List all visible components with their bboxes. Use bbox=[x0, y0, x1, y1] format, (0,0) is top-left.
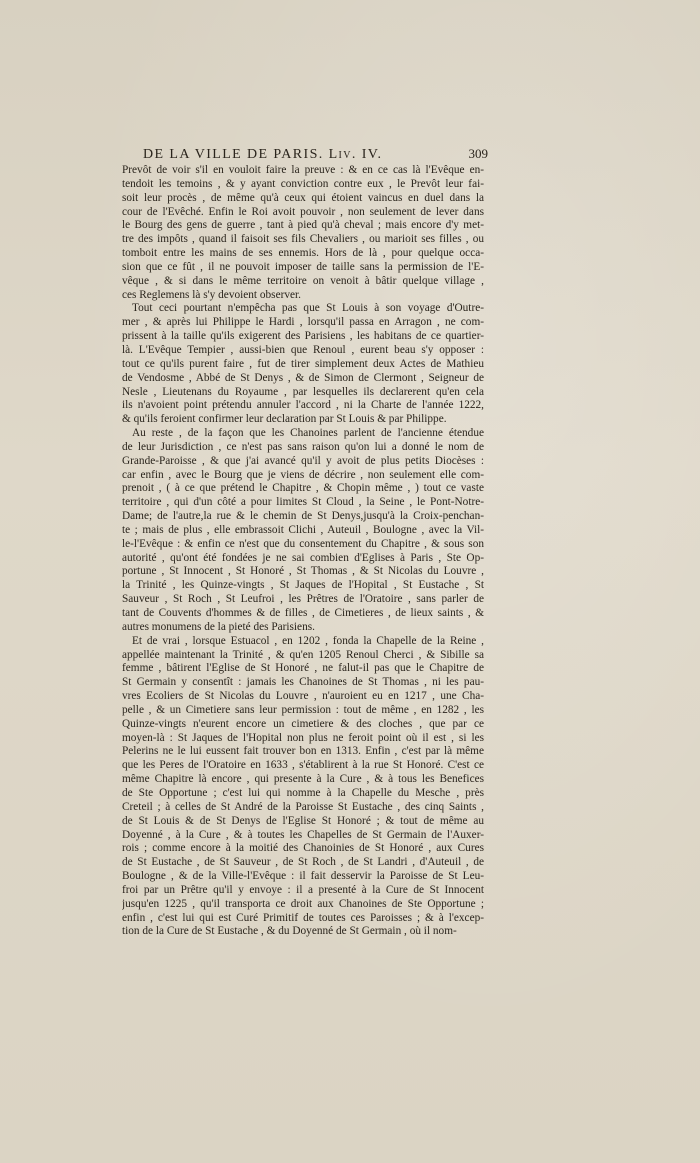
text-line: froi par un Prêtre qu'il y envoye : il a presenté à la Cure de St Innocent bbox=[122, 883, 484, 896]
text-line: & qu'ils feroient confirmer leur declaration par St Louis & par Philippe. bbox=[122, 413, 447, 426]
paragraph bbox=[122, 427, 484, 635]
text-line: mer , & après lui Philippe le Hardi , lorsqu'il passa en Arragon , ne com- bbox=[122, 316, 484, 329]
text-line: la Trinité , les Quinze-vingts , St Jaques de l'Hopital , St Eustache , St bbox=[122, 579, 484, 592]
text-line: Et de vrai , lorsque Estuacol , en 1202 , fonda la Chapelle de la Reine , bbox=[132, 634, 484, 647]
paragraph bbox=[122, 164, 484, 302]
text-line: tant de Couvents d'hommes & de filles , de Cimetieres , de lieux saints , & bbox=[122, 607, 484, 619]
text-line: Doyenné , à la Cure , & à toutes les Chapelles de St Germain de l'Auxer- bbox=[122, 828, 484, 841]
text-line: pelle , & un Cimetiere sans leur permission : tout de même , en 1282 , les bbox=[122, 703, 484, 716]
text-line: car enfin , avec le Bourg que je viens de décrire , non seulement elle com- bbox=[122, 468, 484, 481]
text-line: de leur Jurisdiction , ce n'est pas sans raison qu'on lui a donné le nom de bbox=[122, 440, 484, 453]
text-line: prenoit , ( à ce que prétend le Chapitre , & Chopin même , ) tout ce vaste bbox=[122, 482, 484, 495]
text-line: moyen-là : St Jaques de l'Hopital non plus ne feroit point où il est , si les bbox=[122, 731, 484, 744]
text-line: vêque , & si dans le même territoire on venoit à bâtir quelque village , bbox=[122, 274, 484, 287]
text-line: te ; mais de plus , elle embrassoit Clichi , Auteuil , Boulogne , avec la Vil- bbox=[122, 523, 484, 536]
text-line: femme , bâtirent l'Eglise de St Honoré , ne falut-il pas que le Chapitre de bbox=[122, 662, 484, 675]
text-line: Tout ceci pourtant n'empêcha pas que St Louis à son voyage d'Outre- bbox=[132, 302, 484, 315]
text-line: appellée maintenant la Trinité , & qu'en 1205 Renoul Cherci , & Sibille sa bbox=[122, 648, 484, 661]
text-line: prissent à la taille qu'ils exigerent des Parisiens , les habitans de ce quartier- bbox=[122, 330, 484, 343]
text-line: autres monumens de la pieté des Parisiens. bbox=[122, 620, 315, 633]
text-line: autorité , qu'ont été fondées je ne sai combien d'Eglises à Paris , Ste Op- bbox=[122, 551, 484, 564]
text-line: enfin , c'est lui qui est Curé Primitif de toutes ces Paroisses ; & à l'excep- bbox=[122, 911, 484, 924]
text-line: de St Louis & de St Denys de l'Eglise St Honoré ; & tout de même au bbox=[122, 814, 484, 827]
text-line: de St Eustache , de St Sauveur , de St Roch , de St Landri , d'Auteuil , de bbox=[122, 856, 484, 869]
text-line: Nesle , Lieutenans du Royaume , par lesquelles ils declarerent qu'en cela bbox=[122, 385, 484, 398]
text-line: ces Reglemens là s'y devoient observer. bbox=[122, 288, 301, 301]
page-number: 309 bbox=[468, 146, 488, 161]
text-line: Quinze-vingts n'eurent encore un cimetiere & des cloches , que par ce bbox=[122, 717, 484, 730]
text-line: le Bourg des gens de guerre , tant à pied qu'à cheval ; mais encore d'y met- bbox=[122, 219, 484, 232]
page-header bbox=[143, 146, 488, 166]
paragraph bbox=[122, 302, 484, 427]
paragraph bbox=[122, 635, 484, 940]
text-line: tout ce qu'ils purent faire , fut de tirer simplement deux Actes de Mathieu bbox=[122, 357, 484, 370]
text-line: territoire , qui d'un côté a pour limites St Cloud , la Seine , le Pont-Notre- bbox=[122, 496, 484, 509]
body-text bbox=[122, 164, 484, 939]
text-line: de Ste Opportune ; c'est lui qui nomme à la Chapelle du Mesche , près bbox=[122, 786, 484, 799]
text-line: Sauveur , St Roch , St Leufroi , les Prêtres de l'Oratoire , sans parler de bbox=[122, 593, 484, 606]
text-line: ils n'avoient point prétendu annuler l'accord , ni la Charte de l'année 1222, bbox=[122, 399, 484, 412]
text-line: soit leur procès , de même qu'à ceux qui étoient vaincus en duel dans la bbox=[122, 191, 484, 204]
text-line: tendoit les temoins , & y ayant conviction contre eux , le Prevôt leur fai- bbox=[122, 177, 484, 190]
text-line: St Germain y consentît : jamais les Chanoines de St Thomas , ni les pau- bbox=[122, 676, 484, 689]
text-line: là. L'Evêque Tempier , aussi-bien que Renoul , eurent beau s'y opposer : bbox=[122, 343, 484, 356]
text-line: même Chapitre là encore , qui presente à la Cure , & à tous les Benefices bbox=[122, 773, 484, 786]
text-line: que les Peres de l'Oratoire en 1633 , s'établirent à la rue St Honoré. C'est ce bbox=[122, 759, 484, 772]
text-line: Grande-Paroisse , & que j'ai avancé qu'il y avoit de plus petits Diocèses : bbox=[122, 454, 484, 467]
text-line: portune , St Innocent , St Honoré , St Thomas , & St Nicolas du Louvre , bbox=[122, 565, 484, 578]
running-title: DE LA VILLE DE PARIS. Liv. IV. bbox=[143, 147, 383, 162]
text-line: sion que ce fût , il ne pouvoit imposer de taille sans la permission de l'E- bbox=[122, 260, 484, 273]
text-line: de Vendosme , Abbé de St Denys , & de Simon de Clermont , Seigneur de bbox=[122, 371, 484, 384]
text-line: Boulogne , & de la Ville-l'Evêque : il fait desservir la Paroisse de St Leu- bbox=[122, 870, 484, 883]
text-line: Prevôt de voir s'il en vouloit faire la preuve : & en ce cas là l'Evêque en- bbox=[122, 164, 484, 176]
text-line: tomboit entre les mains de ses ennemis. Hors de là , pour quelque occa- bbox=[122, 247, 484, 260]
text-line: rois ; comme encore à la moitié des Chanoinies de St Honoré , aux Cures bbox=[122, 842, 484, 855]
text-line: cour de l'Evêché. Enfin le Roi avoit pouvoir , non seulement de lever dans bbox=[122, 205, 484, 218]
text-line: tre des impôts , quand il faisoit ses fils Chevaliers , ou marioit ses filles , ou bbox=[122, 233, 484, 246]
text-line: Dame; de l'autre,la rue & le chemin de St Denys,jusqu'à la Croix-penchan- bbox=[122, 510, 484, 523]
text-line: Creteil ; à celles de St André de la Paroisse St Eustache , des cinq Saints , bbox=[122, 800, 484, 813]
text-line: vres Ecoliers de St Nicolas du Louvre , n'auroient eu en 1217 , une Cha- bbox=[122, 690, 484, 703]
text-line: Pelerins ne le lui eussent fait trouver bon en 1313. Enfin , c'est par là même bbox=[122, 745, 484, 758]
text-line: jusqu'en 1225 , qu'il transporta ce droit aux Chanoines de Ste Opportune ; bbox=[122, 897, 484, 910]
text-line: Au reste , de la façon que les Chanoines parlent de l'ancienne étendue bbox=[132, 427, 484, 440]
text-line: tion de la Cure de St Eustache , & du Doyenné de St Germain , où il nom- bbox=[122, 925, 457, 938]
text-line: le-l'Evêque : & enfin ce n'est que du consentement du Chapitre , & sous son bbox=[122, 537, 484, 550]
